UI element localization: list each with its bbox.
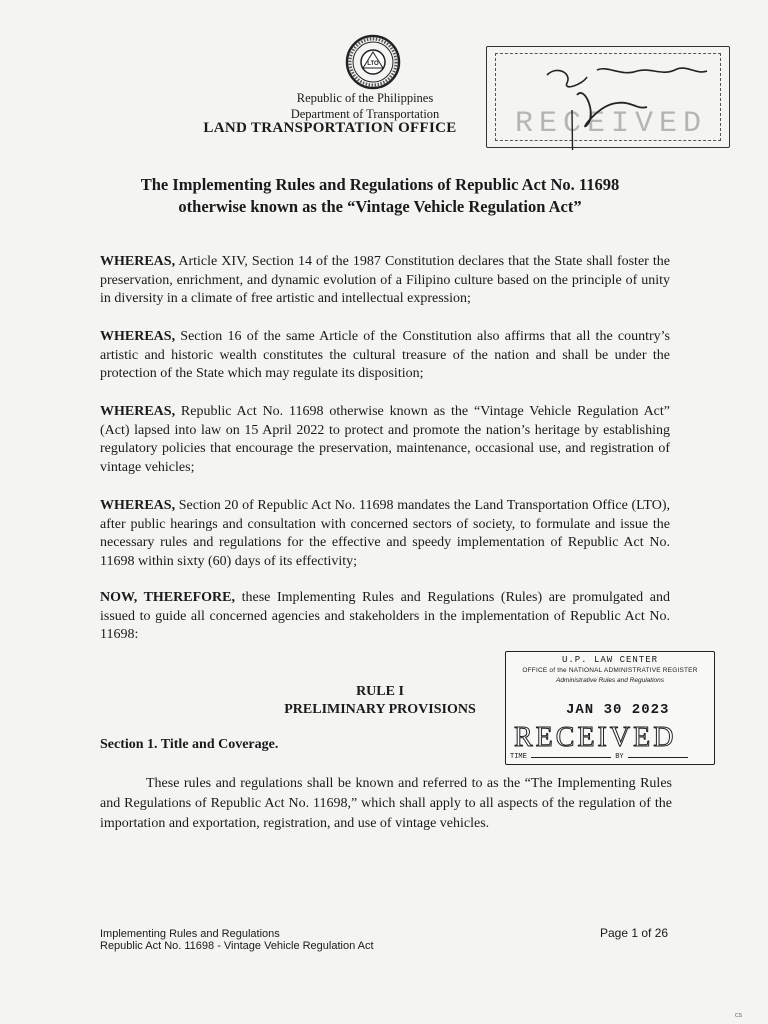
paragraph-lead: NOW, THEREFORE, xyxy=(100,590,235,605)
page-number: Page 1 of 26 xyxy=(600,926,669,940)
whereas-paragraph-4 xyxy=(100,497,670,571)
rule-title: PRELIMINARY PROVISIONS xyxy=(284,702,476,717)
stamp-time-by xyxy=(510,753,710,761)
now-therefore-paragraph xyxy=(100,589,670,645)
paragraph-text: Article XIV, Section 14 of the 1987 Constitution declares that the State shall foster the preservation, enrichment, and dynamic evolution of a Filipino culture based on the principle of unity in diversity in a climate of free artistic and intellectual expression; xyxy=(100,254,670,306)
paragraph-lead: WHEREAS, xyxy=(100,329,176,344)
footer-line2: Republic Act No. 11698 - Vintage Vehicle Regulation Act xyxy=(100,940,374,952)
paragraph-text: Section 16 of the same Article of the Constitution also affirms that all the country’s artistic and historic wealth constitutes the cultural treasure of the nation and shall be under the protection of the State which may regulate its disposition; xyxy=(100,329,670,381)
whereas-paragraph-1 xyxy=(100,253,670,309)
paragraph-text: Section 20 of Republic Act No. 11698 mandates the Land Transportation Office (LTO), after public hearings and consultation with concerned sectors of society, to formulate and issue the necessary rules and regulations for the effective and speedy implementation of Republic Act No. 11698 within sixty (60) days of its effectivity; xyxy=(100,498,670,569)
header-republic: Republic of the Philippines xyxy=(296,91,434,105)
header-department: Department of Transportation xyxy=(290,107,440,121)
paragraph-lead: WHEREAS, xyxy=(100,498,176,513)
up-law-center-received-stamp xyxy=(505,651,715,765)
paragraph-lead: WHEREAS, xyxy=(100,254,176,269)
scanner-watermark: CS xyxy=(735,1013,742,1019)
stamp-time-label: TIME xyxy=(510,753,527,761)
seal-text: LTO xyxy=(367,61,379,67)
section-body: These rules and regulations shall be known and referred to as the “The Implementing Rules and Regulations of Republic Act No. 11698,” which shall apply to all aspects of the regulation of the importation and exportation, registration, and use of vintage vehicles. xyxy=(100,776,672,831)
lto-received-stamp xyxy=(486,46,730,148)
whereas-paragraph-2 xyxy=(100,328,670,384)
document-title-line1: The Implementing Rules and Regulations of Republic Act No. 11698 xyxy=(140,175,620,194)
footer-line1: Implementing Rules and Regulations xyxy=(100,928,280,940)
paragraph-text: these Implementing Rules and Regulations (Rules) are promulgated and issued to guide all concerned agencies and stakeholders in the implementation of Republic Act No. 11698: xyxy=(100,590,670,642)
paragraph-text: Republic Act No. 11698 otherwise known as the “Vintage Vehicle Regulation Act” (Act) lapsed into law on 15 April 2022 to protect and promote the nation’s heritage by establishing regulatory policies that encourage the preservation, maintenance, occasional use, and registration of vintage vehicles; xyxy=(100,404,670,475)
stamp-subtitle: Administrative Rules and Regulations xyxy=(555,677,665,684)
stamp-office: OFFICE of the NATIONAL ADMINISTRATIVE REGISTER xyxy=(522,667,698,674)
stamp-by-label: BY xyxy=(615,753,624,761)
rule-number: RULE I xyxy=(356,684,404,699)
stamp-received: RECEIVED xyxy=(514,722,677,753)
paragraph-lead: WHEREAS, xyxy=(100,404,176,419)
stamp-date: JAN 30 2023 xyxy=(566,702,670,718)
lto-seal-logo xyxy=(345,34,401,90)
header-office: LAND TRANSPORTATION OFFICE xyxy=(203,120,457,136)
whereas-paragraph-3 xyxy=(100,403,670,477)
stamp-title: U.P. LAW CENTER xyxy=(561,655,658,665)
handwritten-signature xyxy=(527,55,727,150)
document-title-line2: otherwise known as the “Vintage Vehicle Regulation Act” xyxy=(178,197,582,216)
lto-received-text: RECEIVED xyxy=(515,107,708,141)
section-heading: Section 1. Title and Coverage. xyxy=(100,737,279,752)
